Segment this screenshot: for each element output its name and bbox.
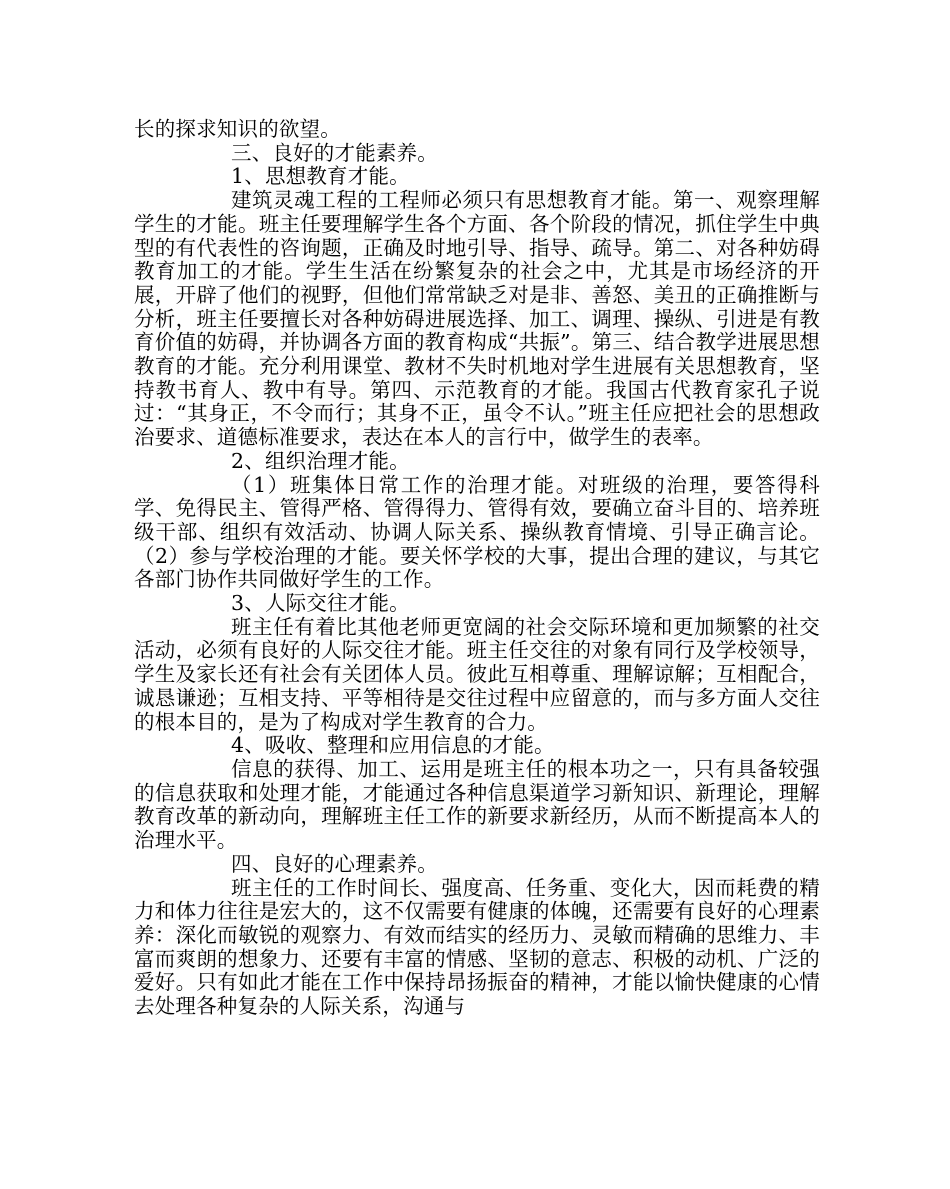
- subheading-interpersonal: 3、人际交往才能。: [231, 591, 410, 616]
- paragraph-organization-management: （1）班集体日常工作的治理才能。对班级的治理，要答得科学、免得民主、管得严格、管得得力、管得有效，要确立奋斗目的、培养班级干部、组织有效活动、协调人际关系、操纵教育情境、引导正确言论。（2）参与学校治理的才能。要关怀学校的大事，提出合理的建议，与其它各部门协作共同做好学生的工作。: [134, 472, 820, 592]
- subheading-information: 4、吸收、整理和应用信息的才能。: [231, 733, 555, 758]
- section-heading-ability: 三、良好的才能素养。: [231, 140, 438, 165]
- paragraph-interpersonal: 班主任有着比其他老师更宽阔的社会交际环境和更加频繁的社交活动，必须有良好的人际交往才能。班主任交往的对象有同行及学校领导，学生及家长还有社会有关团体人员。彼此互相尊重、理解谅解；互相配合，诚恳谦逊；互相支持、平等相待是交往过程中应留意的，而与多方面人交往的根本目的，是为了构成对学生教育的合力。: [134, 614, 820, 734]
- subheading-ideological-education: 1、思想教育才能。: [231, 164, 410, 189]
- paragraph-continuation: 长的探求知识的欲望。: [134, 117, 341, 141]
- subheading-organization-management: 2、组织治理才能。: [231, 448, 410, 473]
- paragraph-information: 信息的获得、加工、运用是班主任的根本功之一，只有具备较强的信息获取和处理才能，才能通过各种信息渠道学习新知识、新理论，理解教育改革的新动向，理解班主任工作的新要求新经历，从而不断提高本人的治理水平。: [134, 756, 820, 853]
- document-page: [134, 118, 820, 1019]
- section-heading-psychology: 四、良好的心理素养。: [231, 851, 438, 876]
- paragraph-psychology: 班主任的工作时间长、强度高、任务重、变化大，因而耗费的精力和体力往往是宏大的，这不仅需要有健康的体魄，还需要有良好的心理素养：深化而敏锐的观察力、有效而结实的经历力、灵敏而精确的思维力、丰富而爽朗的想象力、还要有丰富的情感、坚韧的意志、积极的动机、广泛的爱好。只有如此才能在工作中保持昂扬振奋的精神，才能以愉快健康的心情去处理各种复杂的人际关系，沟通与: [134, 875, 820, 1019]
- paragraph-ideological-education: 建筑灵魂工程的工程师必须只有思想教育才能。第一、观察理解学生的才能。班主任要理解学生各个方面、各个阶段的情况，抓住学生中典型的有代表性的咨询题，正确及时地引导、指导、疏导。第二、对各种妨碍教育加工的才能。学生生活在纷繁复杂的社会之中，尤其是市场经济的开展，开辟了他们的视野，但他们常常缺乏对是非、善怒、美丑的正确推断与分析，班主任要擅长对各种妨碍进展选择、加工、调理、操纵、引进是有教育价值的妨碍，并协调各方面的教育构成“共振”。第三、结合教学进展思想教育的才能。充分利用课堂、教材不失时机地对学生进展有关思想教育，坚持教书育人、教中有导。第四、示范教育的才能。我国古代教育家孔子说过：“其身正，不令而行；其身不正，虽令不认。”班主任应把社会的思想政治要求、道德标准要求，表达在本人的言行中，做学生的表率。: [134, 188, 820, 450]
